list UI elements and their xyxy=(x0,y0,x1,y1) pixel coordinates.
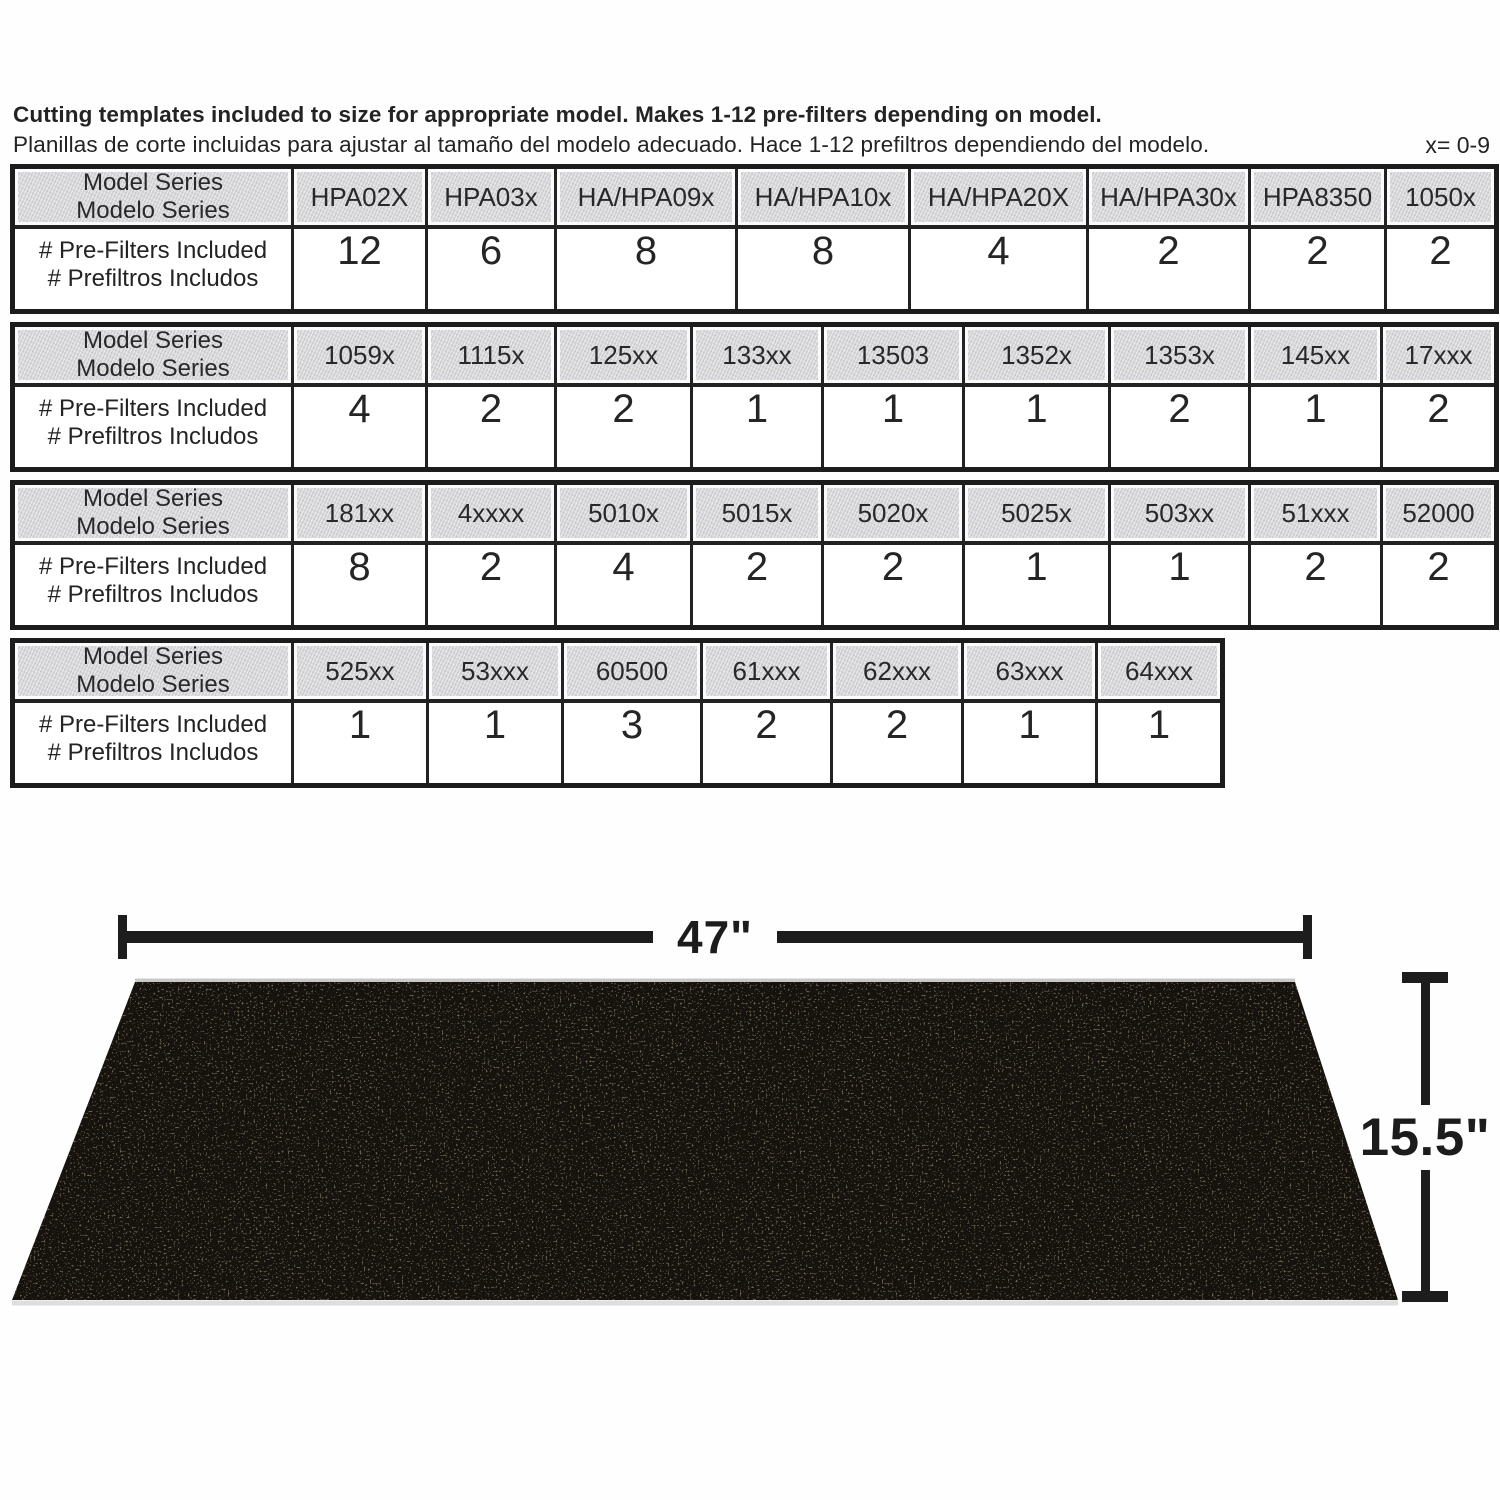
prefilter-count-cell: 12 xyxy=(293,227,427,311)
table-row xyxy=(13,641,1223,702)
model-series-cell: HA/HPA10x xyxy=(737,167,910,228)
model-series-cell: 1050x xyxy=(1386,167,1497,228)
model-series-cell: 503xx xyxy=(1110,483,1250,544)
prefilter-count-cell: 4 xyxy=(556,543,692,627)
height-dimension-label: 15.5" xyxy=(1359,1107,1491,1167)
prefilter-count-cell: 2 xyxy=(1250,543,1382,627)
filter-sheet-graphic xyxy=(0,975,1410,1315)
prefilter-count-cell: 2 xyxy=(1250,227,1386,311)
model-series-cell: 64xxx xyxy=(1097,641,1223,702)
dimension-bar xyxy=(777,931,1303,943)
dimension-end-cap xyxy=(1303,915,1312,959)
model-series-cell: 4xxxx xyxy=(427,483,556,544)
prefilter-count-cell: 2 xyxy=(1386,227,1497,311)
model-series-cell: 61xxx xyxy=(702,641,832,702)
table-row xyxy=(13,227,1497,311)
model-series-cell: 1353x xyxy=(1110,325,1250,386)
dimension-end-cap xyxy=(118,915,127,959)
table-row xyxy=(13,385,1497,469)
model-series-cell: 51xxx xyxy=(1250,483,1382,544)
intro-text xyxy=(13,102,1373,158)
prefilters-label-en: # Pre-Filters Included xyxy=(38,711,268,738)
model-series-header xyxy=(13,641,293,702)
model-series-cell: 5020x xyxy=(823,483,964,544)
prefilter-count-cell: 2 xyxy=(427,543,556,627)
model-series-label-en: Model Series xyxy=(82,485,224,512)
intro-line-spanish: Planillas de corte incluidas para ajustar al tamaño del modelo adecuado. Hace 1-12 prefiltros dependiendo del modelo. xyxy=(13,132,1210,157)
prefilter-count-cell: 1 xyxy=(1097,701,1223,785)
prefilter-count-cell: 1 xyxy=(1250,385,1382,469)
model-series-cell: 133xx xyxy=(692,325,823,386)
prefilter-count-cell: 1 xyxy=(428,701,563,785)
model-series-cell: HPA8350 xyxy=(1250,167,1386,228)
prefilter-count-cell: 2 xyxy=(1382,543,1497,627)
model-series-cell: 525xx xyxy=(293,641,428,702)
prefilter-count-cell: 4 xyxy=(910,227,1088,311)
prefilter-count-cell: 3 xyxy=(563,701,702,785)
prefilters-label-es: # Prefiltros Includos xyxy=(47,739,259,766)
width-dimension-label: 47" xyxy=(677,911,753,963)
prefilter-count-cell: 1 xyxy=(293,701,428,785)
model-series-cell: 145xx xyxy=(1250,325,1382,386)
model-series-label-en: Model Series xyxy=(82,169,224,196)
model-series-label-es: Modelo Series xyxy=(76,671,230,698)
model-series-cell: 1059x xyxy=(293,325,427,386)
model-series-cell: 62xxx xyxy=(832,641,963,702)
dimension-bar xyxy=(1421,983,1430,1105)
table-row xyxy=(13,701,1223,785)
prefilter-table-4 xyxy=(10,638,1225,788)
prefilter-count-cell: 2 xyxy=(702,701,832,785)
prefilter-count-cell: 1 xyxy=(1110,543,1250,627)
prefilter-count-cell: 1 xyxy=(692,385,823,469)
table-row xyxy=(13,543,1497,627)
prefilters-included-header xyxy=(13,543,293,627)
prefilter-count-cell: 1 xyxy=(964,543,1110,627)
model-series-cell: 5015x xyxy=(692,483,823,544)
prefilter-count-cell: 2 xyxy=(427,385,556,469)
model-series-cell: HA/HPA30x xyxy=(1088,167,1250,228)
model-series-label-en: Model Series xyxy=(82,643,224,670)
model-series-cell: HPA03x xyxy=(427,167,556,228)
model-series-label-es: Modelo Series xyxy=(76,355,230,382)
prefilter-table-3 xyxy=(10,480,1499,630)
prefilters-included-header xyxy=(13,701,293,785)
prefilter-count-cell: 6 xyxy=(427,227,556,311)
model-series-cell: 13503 xyxy=(823,325,964,386)
model-series-cell: HA/HPA09x xyxy=(556,167,737,228)
prefilters-label-en: # Pre-Filters Included xyxy=(38,395,268,422)
model-series-label-en: Model Series xyxy=(82,327,224,354)
dimension-bar xyxy=(1421,1170,1430,1292)
width-dimension-line xyxy=(118,911,1312,963)
prefilter-count-cell: 2 xyxy=(692,543,823,627)
table-row xyxy=(13,483,1497,544)
prefilter-count-cell: 8 xyxy=(737,227,910,311)
prefilter-count-cell: 2 xyxy=(1110,385,1250,469)
prefilter-count-cell: 2 xyxy=(1088,227,1250,311)
dimension-bar xyxy=(127,931,653,943)
pre-filter-sheet-illustration xyxy=(0,975,1410,1315)
height-dimension-line xyxy=(1358,972,1492,1302)
prefilters-label-es: # Prefiltros Includos xyxy=(47,581,259,608)
model-series-cell: 63xxx xyxy=(963,641,1097,702)
prefilter-count-cell: 2 xyxy=(1382,385,1497,469)
model-series-cell: 60500 xyxy=(563,641,702,702)
prefilter-count-cell: 8 xyxy=(556,227,737,311)
prefilter-count-cell: 2 xyxy=(832,701,963,785)
model-series-cell: 52000 xyxy=(1382,483,1497,544)
prefilter-count-cell: 1 xyxy=(964,385,1110,469)
prefilter-count-cell: 1 xyxy=(963,701,1097,785)
model-series-label-es: Modelo Series xyxy=(76,197,230,224)
prefilter-table-2 xyxy=(10,322,1499,472)
intro-line-english: Cutting templates included to size for appropriate model. Makes 1-12 pre-filters depending on model. xyxy=(13,102,1102,127)
dimension-end-cap xyxy=(1402,972,1448,983)
prefilter-count-cell: 8 xyxy=(293,543,427,627)
model-series-header xyxy=(13,325,293,386)
prefilter-count-cell: 2 xyxy=(823,543,964,627)
model-series-cell: HPA02X xyxy=(293,167,427,228)
prefilters-included-header xyxy=(13,385,293,469)
model-series-cell: 1115x xyxy=(427,325,556,386)
model-series-cell: 5010x xyxy=(556,483,692,544)
model-series-header xyxy=(13,483,293,544)
prefilters-label-es: # Prefiltros Includos xyxy=(47,265,259,292)
model-series-cell: 17xxx xyxy=(1382,325,1497,386)
dimension-end-cap xyxy=(1402,1291,1448,1302)
model-series-cell: 53xxx xyxy=(428,641,563,702)
prefilter-count-cell: 2 xyxy=(556,385,692,469)
prefilter-count-cell: 1 xyxy=(823,385,964,469)
prefilter-table-1 xyxy=(10,164,1499,314)
prefilters-included-header xyxy=(13,227,293,311)
prefilters-label-en: # Pre-Filters Included xyxy=(38,237,268,264)
prefilters-label-en: # Pre-Filters Included xyxy=(38,553,268,580)
model-series-cell: 125xx xyxy=(556,325,692,386)
model-series-label-es: Modelo Series xyxy=(76,513,230,540)
model-series-header xyxy=(13,167,293,228)
model-series-cell: 5025x xyxy=(964,483,1110,544)
table-row xyxy=(13,167,1497,228)
prefilters-label-es: # Prefiltros Includos xyxy=(47,423,259,450)
model-series-cell: 181xx xyxy=(293,483,427,544)
table-row xyxy=(13,325,1497,386)
model-series-cell: HA/HPA20X xyxy=(910,167,1088,228)
prefilter-count-cell: 4 xyxy=(293,385,427,469)
model-series-cell: 1352x xyxy=(964,325,1110,386)
x-wildcard-note: x= 0-9 xyxy=(1425,132,1490,158)
